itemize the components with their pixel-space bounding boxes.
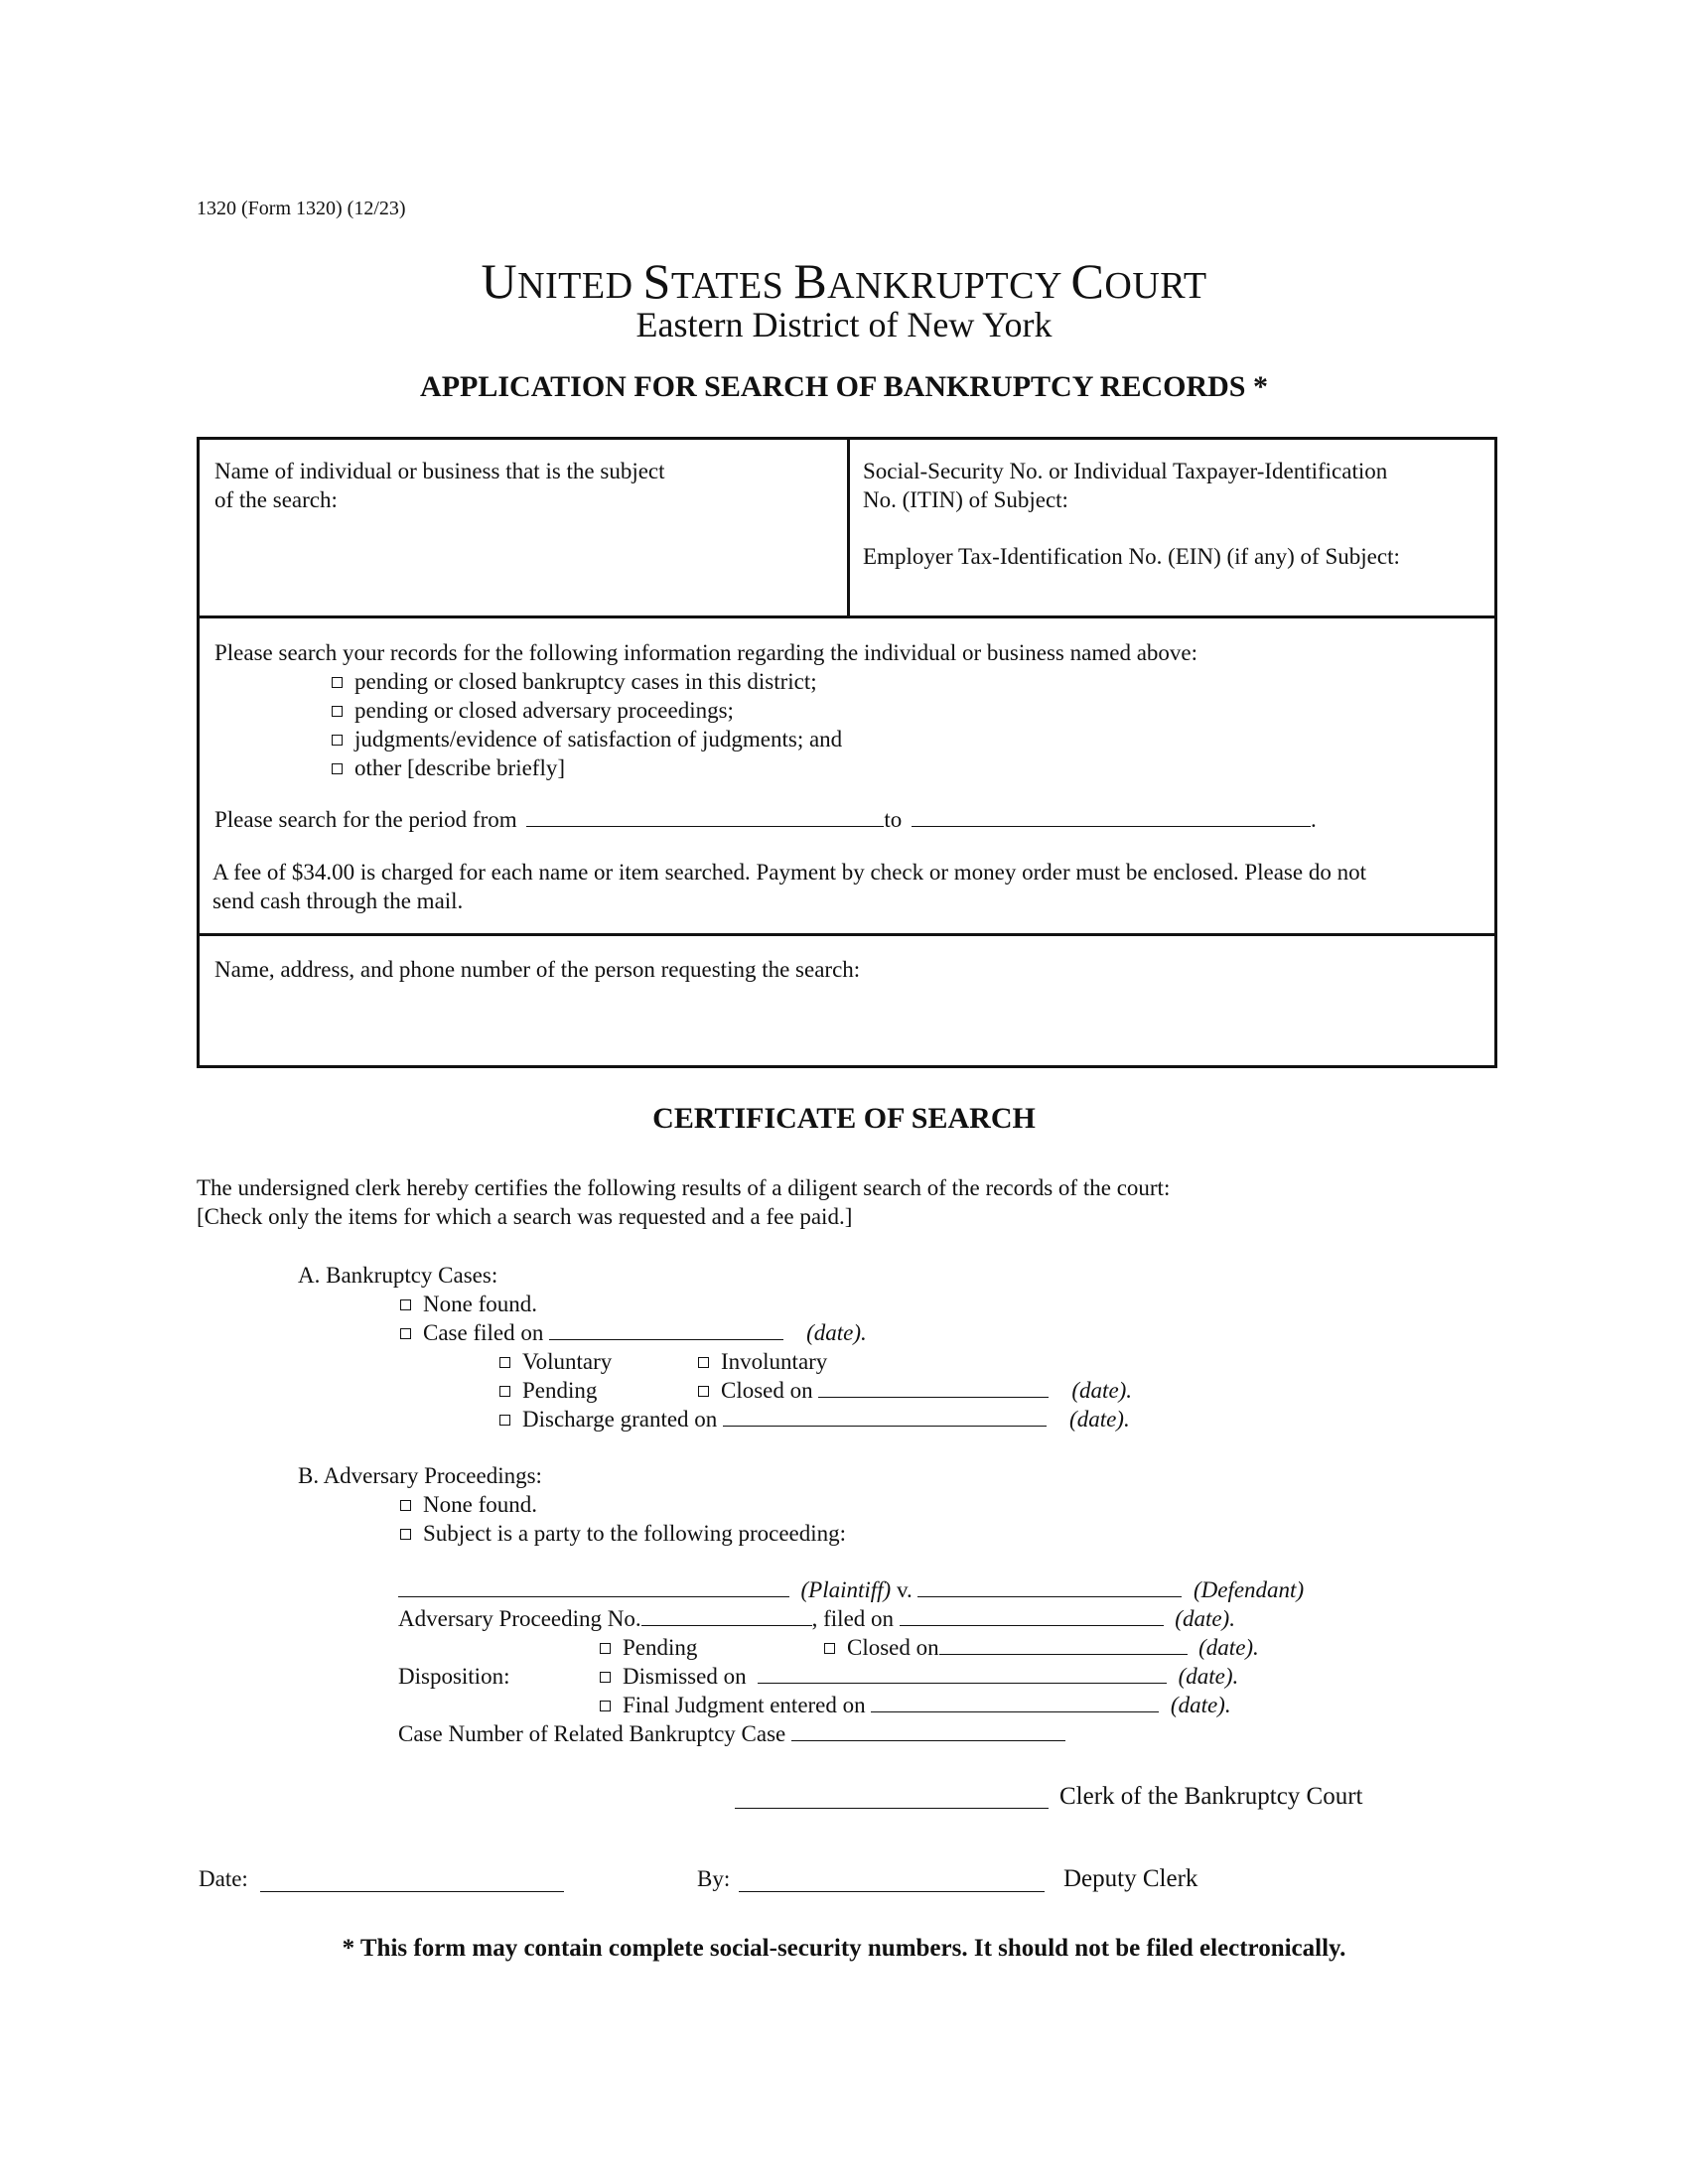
a-voluntary-label: Voluntary <box>522 1349 613 1374</box>
subject-name-field[interactable] <box>214 457 830 606</box>
a-none-found-label: None found. <box>423 1292 537 1316</box>
search-option-label: other [describe briefly] <box>354 755 566 780</box>
checkbox[interactable] <box>332 677 343 688</box>
a-none-found[interactable] <box>400 1290 537 1318</box>
a-pending[interactable] <box>499 1376 597 1405</box>
date-label: Date: <box>199 1866 248 1891</box>
b-party-label: Subject is a party to the following proceeding: <box>423 1521 847 1546</box>
box-divider-vertical <box>847 439 850 617</box>
ssn-label-1: Social-Security No. or Individual Taxpayer-Identification <box>863 459 1388 483</box>
defendant-label: (Defendant) <box>1193 1577 1305 1602</box>
versus-label: v. <box>896 1577 913 1602</box>
clerk-signature-line[interactable] <box>735 1807 1049 1809</box>
form-number: 1320 (Form 1320) (12/23) <box>197 198 406 219</box>
box-divider-1 <box>199 615 1495 618</box>
a-involuntary[interactable] <box>698 1347 827 1376</box>
requester-label: Name, address, and phone number of the person requesting the search: <box>214 957 861 982</box>
a-closed-date-input[interactable] <box>818 1377 1049 1398</box>
court-title-nited: NITED <box>517 265 643 307</box>
related-case-label: Case Number of Related Bankruptcy Case <box>398 1721 786 1746</box>
checkbox[interactable] <box>600 1643 611 1654</box>
b-final-judgment <box>600 1691 1231 1719</box>
checkbox[interactable] <box>499 1357 510 1368</box>
related-case-line <box>398 1719 1065 1748</box>
ap-no-label: Adversary Proceeding No. <box>398 1606 641 1631</box>
b-dismissed-date-input[interactable] <box>758 1663 1167 1684</box>
plaintiff-label: (Plaintiff) <box>800 1577 892 1602</box>
b-party[interactable] <box>400 1519 846 1548</box>
checkbox[interactable] <box>400 1328 411 1339</box>
search-period <box>214 805 1317 834</box>
disposition-label: Disposition: <box>398 1664 510 1689</box>
court-title <box>0 252 1688 310</box>
a-closed-on <box>698 1376 1132 1405</box>
checkbox[interactable] <box>499 1415 510 1426</box>
date-label: (date). <box>806 1320 867 1345</box>
b-judgment-date-input[interactable] <box>871 1692 1159 1712</box>
search-option-label: pending or closed bankruptcy cases in this district; <box>354 669 817 694</box>
deputy-clerk-label: Deputy Clerk <box>1063 1865 1198 1892</box>
period-from-input[interactable] <box>526 806 884 827</box>
b-closed-on <box>824 1633 1259 1662</box>
court-title-ourt: OURT <box>1104 265 1207 307</box>
court-title-u: U <box>481 253 518 309</box>
checkbox[interactable] <box>698 1386 709 1397</box>
period-to-input[interactable] <box>912 806 1311 827</box>
search-option-adversary[interactable] <box>332 696 734 725</box>
checkbox[interactable] <box>400 1500 411 1511</box>
plaintiff-input[interactable] <box>398 1576 789 1597</box>
a-case-filed <box>400 1318 867 1347</box>
b-dismissed-label: Dismissed on <box>623 1664 747 1689</box>
subject-name-label-2: of the search: <box>214 487 338 512</box>
court-title-c: C <box>1070 253 1105 309</box>
ap-number-input[interactable] <box>641 1605 812 1626</box>
checkbox[interactable] <box>332 735 343 746</box>
application-title: APPLICATION FOR SEARCH OF BANKRUPTCY RECORDS * <box>420 370 1268 403</box>
court-title-ankruptcy: ANKRUPTCY <box>827 265 1071 307</box>
date-label: (date). <box>1170 1693 1231 1717</box>
checkbox[interactable] <box>698 1357 709 1368</box>
search-option-label: judgments/evidence of satisfaction of judgments; and <box>354 727 843 751</box>
b-final-judgment-label: Final Judgment entered on <box>623 1693 866 1717</box>
fee-line-1: A fee of $34.00 is charged for each name or item searched. Payment by check or money order must be enclosed. Please do not <box>212 860 1366 885</box>
by-signature-line[interactable] <box>739 1890 1045 1892</box>
date-label: (date). <box>1178 1664 1239 1689</box>
box-divider-2 <box>199 933 1495 936</box>
a-discharge-label: Discharge granted on <box>522 1407 718 1432</box>
certificate-intro <box>197 1173 1170 1231</box>
section-b-heading: B. Adversary Proceedings: <box>298 1463 542 1488</box>
search-intro: Please search your records for the following information regarding the individual or business named above: <box>214 640 1197 665</box>
clerk-label: Clerk of the Bankruptcy Court <box>1059 1783 1363 1810</box>
b-ap-line <box>398 1604 1235 1633</box>
period-end: . <box>1311 807 1317 832</box>
a-pending-label: Pending <box>522 1378 598 1403</box>
a-closed-on-label: Closed on <box>721 1378 813 1403</box>
period-label: Please search for the period from <box>214 807 517 832</box>
certificate-intro-2: [Check only the items for which a search was requested and a fee paid.] <box>197 1204 853 1229</box>
ap-filed-date-input[interactable] <box>900 1605 1164 1626</box>
ssn-field[interactable] <box>863 457 1478 516</box>
b-parties-line <box>398 1575 1304 1604</box>
checkbox[interactable] <box>400 1299 411 1310</box>
a-case-filed-label: Case filed on <box>423 1320 544 1345</box>
court-title-tates: TATES <box>670 265 794 307</box>
checkbox[interactable] <box>600 1672 611 1683</box>
a-discharge <box>499 1405 1130 1433</box>
a-voluntary[interactable] <box>499 1347 612 1376</box>
ein-label: Employer Tax-Identification No. (EIN) (if any) of Subject: <box>863 544 1400 569</box>
b-closed-on-label: Closed on <box>847 1635 939 1660</box>
section-a-heading: A. Bankruptcy Cases: <box>298 1263 498 1288</box>
date-label: (date). <box>1198 1635 1259 1660</box>
b-pending-label: Pending <box>623 1635 698 1660</box>
ein-field[interactable] <box>863 542 1400 571</box>
date-label: (date). <box>1069 1407 1130 1432</box>
search-option-label: pending or closed adversary proceedings; <box>354 698 734 723</box>
by-label: By: <box>697 1866 731 1891</box>
date-label: (date). <box>1071 1378 1133 1403</box>
court-title-s: S <box>642 253 671 309</box>
checkbox[interactable] <box>332 706 343 717</box>
certificate-intro-1: The undersigned clerk hereby certifies the following results of a diligent search of the records of the court: <box>197 1175 1171 1200</box>
a-involuntary-label: Involuntary <box>721 1349 828 1374</box>
search-option-bankruptcy-cases[interactable] <box>332 667 817 696</box>
certificate-title: CERTIFICATE OF SEARCH <box>652 1102 1036 1135</box>
fee-notice <box>212 858 1366 915</box>
requester-field[interactable] <box>214 955 1476 1054</box>
b-none-found-label: None found. <box>423 1492 537 1517</box>
b-closed-date-input[interactable] <box>939 1634 1188 1655</box>
district-name: Eastern District of New York <box>635 305 1053 344</box>
fee-line-2: send cash through the mail. <box>212 888 464 913</box>
b-dismissed <box>600 1662 1238 1691</box>
a-case-filed-date-input[interactable] <box>549 1319 783 1340</box>
court-title-b: B <box>793 253 828 309</box>
date-label: (date). <box>1175 1606 1235 1631</box>
subject-name-label-1: Name of individual or business that is the subject <box>214 459 665 483</box>
date-signature-line[interactable] <box>260 1890 564 1892</box>
period-to-label: to <box>884 807 903 832</box>
filed-on-label: , filed on <box>811 1606 895 1631</box>
checkbox[interactable] <box>824 1643 835 1654</box>
search-option-other[interactable] <box>332 753 565 782</box>
a-discharge-date-input[interactable] <box>723 1406 1047 1427</box>
footer-note: * This form may contain complete social-security numbers. It should not be filed electronically. <box>342 1935 1346 1962</box>
checkbox[interactable] <box>400 1529 411 1540</box>
b-pending[interactable] <box>600 1633 697 1662</box>
checkbox[interactable] <box>332 763 343 774</box>
checkbox[interactable] <box>499 1386 510 1397</box>
ssn-label-2: No. (ITIN) of Subject: <box>863 487 1068 512</box>
checkbox[interactable] <box>600 1701 611 1711</box>
b-none-found[interactable] <box>400 1490 537 1519</box>
defendant-input[interactable] <box>917 1576 1182 1597</box>
search-option-judgments[interactable] <box>332 725 842 753</box>
related-case-input[interactable] <box>791 1720 1065 1741</box>
